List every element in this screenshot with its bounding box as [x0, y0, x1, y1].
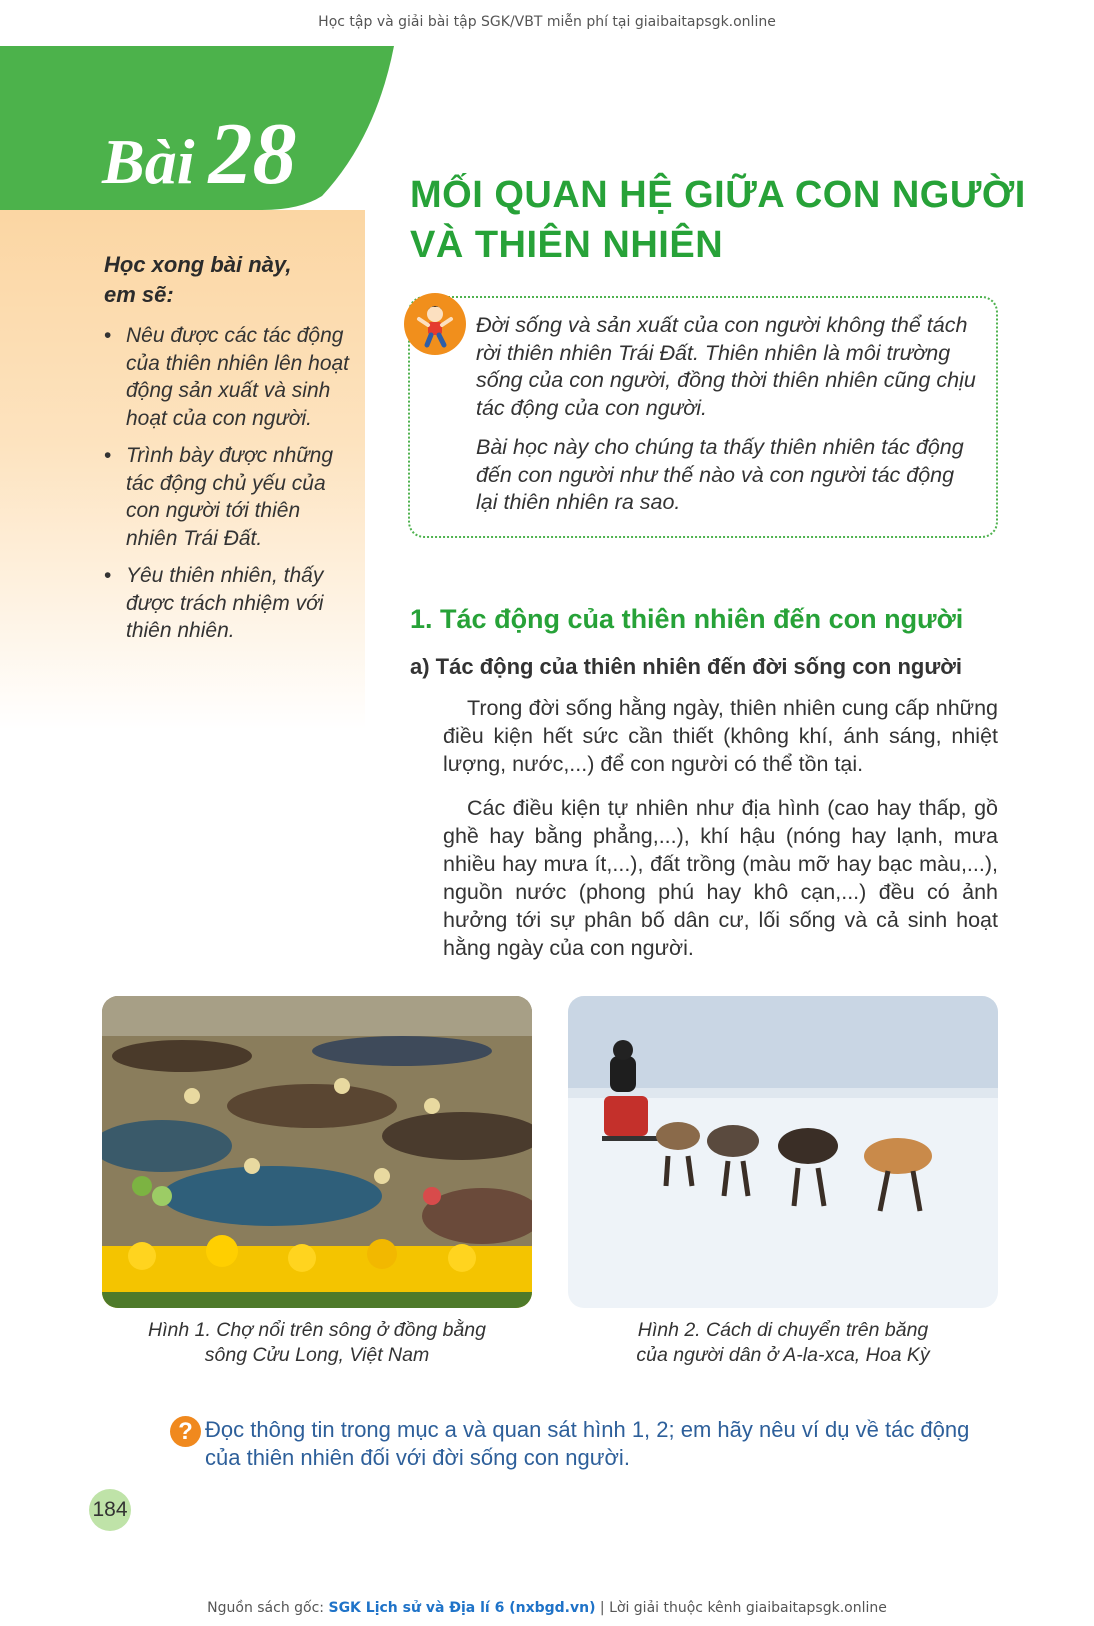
footer-suffix: Lời giải thuộc kênh giaibaitapsgk.online — [609, 1600, 887, 1616]
figure-1-caption — [102, 1318, 532, 1368]
figure-2-caption-line1: Hình 2. Cách di chuyển trên băng — [637, 1319, 929, 1341]
intro-text — [476, 312, 978, 529]
lesson-number-value: 28 — [208, 106, 297, 203]
dog-sled-photo — [568, 996, 998, 1308]
figure-1-caption-line2: sông Cửu Long, Việt Nam — [204, 1344, 430, 1366]
lesson-prefix: Bài — [102, 126, 195, 197]
objectives-list — [104, 322, 356, 655]
question-line2: của thiên nhiên đối với đời sống con người. — [205, 1445, 630, 1470]
section-title: Tác động của thiên nhiên đến con người — [440, 604, 964, 634]
page-number: 184 — [89, 1489, 131, 1531]
footer-separator: | — [599, 1600, 605, 1616]
floating-market-photo — [102, 996, 532, 1308]
intro-paragraph-1: Đời sống và sản xuất của con người không thể tách rời thiên nhiên Trái Đất. Thiên nhiên là môi trường sống của con người, đồng thời thiên nhiên cũng chịu tác động của con người. — [476, 313, 976, 420]
body-paragraph-2: Các điều kiện tự nhiên như địa hình (cao hay thấp, gồ ghề hay bằng phẳng,...), khí hậu (nóng hay lạnh, mưa nhiều hay mưa ít,...), đất trồng (màu mỡ hay bạc màu,...), nguồn nước (phong phú hay khô cạn,...) đều có ảnh hưởng tới sự phân bố dân cư, lối sống và cả sinh hoạt hằng ngày của con người. — [443, 796, 998, 960]
figure-1-caption-line1: Hình 1. Chợ nổi trên sông ở đồng bằng — [148, 1319, 486, 1341]
page-title — [410, 170, 1050, 270]
footer-prefix: Nguồn sách gốc: — [207, 1600, 325, 1616]
question-text — [205, 1416, 1005, 1472]
lesson-number — [102, 104, 296, 205]
footer-source-link[interactable]: SGK Lịch sử và Địa lí 6 (nxbgd.vn) — [328, 1600, 596, 1616]
objective-item: • Trình bày được những tác động chủ yếu của con người tới thiên nhiên Trái Đất. — [104, 442, 356, 552]
student-avatar-icon — [404, 293, 466, 355]
page-header: Học tập và giải bài tập SGK/VBT miễn phí tại giaibaitapsgk.online — [318, 14, 776, 30]
body-paragraph-1: Trong đời sống hằng ngày, thiên nhiên cung cấp những điều kiện hết sức cần thiết (không khí, ánh sáng, nhiệt lượng, nước,...) để con người có thể tồn tại. — [443, 696, 998, 776]
intro-paragraph-2: Bài học này cho chúng ta thấy thiên nhiên tác động đến con người như thế nào và con người tác động lại thiên nhiên ra sao. — [476, 435, 964, 514]
objectives-heading-line1: Học xong bài này, — [104, 252, 292, 277]
subsection-heading: a) Tác động của thiên nhiên đến đời sống con người — [410, 654, 962, 679]
objective-item: • Nêu được các tác động của thiên nhiên lên hoạt động sản xuất và sinh hoạt của con người. — [104, 322, 356, 432]
figure-2-caption-line2: của người dân ở A-la-xca, Hoa Kỳ — [636, 1344, 930, 1366]
figure-2-caption — [568, 1318, 998, 1368]
objectives-heading-line2: em sẽ: — [104, 282, 174, 307]
question-icon: ? — [170, 1416, 201, 1447]
section-number: 1. — [410, 604, 433, 634]
section-heading — [410, 604, 1050, 635]
objective-item: • Yêu thiên nhiên, thấy được trách nhiệm với thiên nhiên. — [104, 562, 356, 645]
page-title-line1: MỐI QUAN HỆ GIỮA CON NGƯỜI — [410, 174, 1026, 216]
objectives-heading — [104, 250, 334, 310]
section-body — [443, 694, 998, 978]
page-footer — [0, 1600, 1094, 1616]
page-title-line2: VÀ THIÊN NHIÊN — [410, 224, 724, 266]
question-line1: Đọc thông tin trong mục a và quan sát hình 1, 2; em hãy nêu ví dụ về tác động — [205, 1417, 970, 1442]
